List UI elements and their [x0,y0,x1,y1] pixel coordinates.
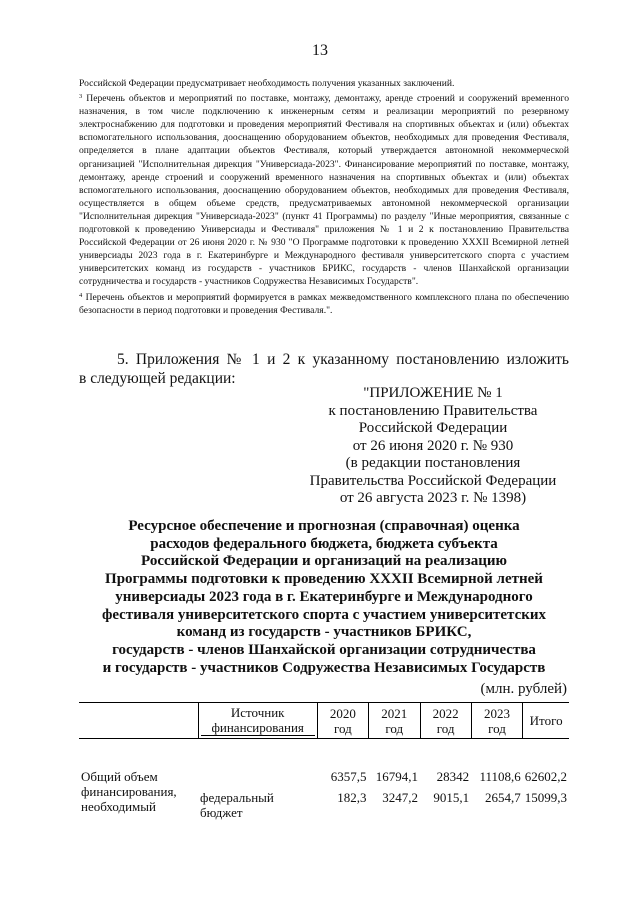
header-2023-year: 2023 [483,705,510,721]
value-total: 15099,3 [524,790,567,805]
header-2022-year: 2022 [432,705,459,721]
title-line-2: расходов федерального бюджета, бюджета субъекта [150,535,498,552]
value-2023: 2654,7 [485,790,521,805]
value-2021: 16794,1 [375,769,419,784]
appendix-title: "ПРИЛОЖЕНИЕ № 1 [363,385,503,401]
appendix-header [300,385,566,508]
table-spacer-row [79,739,569,770]
appendix-line-3: от 26 июня 2020 г. № 930 [352,437,514,454]
header-source-line-1: Источник [230,705,285,720]
value-2020: 6357,5 [330,769,367,784]
footnote-continuation: Российской Федерации предусматривает необходимость получения указанных заключений. [79,78,455,89]
title-line-9: и государств - участников Содружества Независимых Государств [102,659,546,676]
header-2021 [368,703,420,739]
title-line-1: Ресурсное обеспечение и прогнозная (справочная) оценка [128,518,520,534]
footnote-3-text: Перечень объектов и мероприятий по поставке, монтажу, демонтажу, аренде строений и сооружений временного назначения, в том числе подключению к инженерным сетям и реализации мероприятий по резервному электроснабжению для подготовки и проведения мероприятий Фестиваля на спортивных объектах и (или) объектах вспомогательного использования, дооснащению оборудованием объектов, необходимых для проведения Фестиваля, определяется в плане адаптации объектов Фестиваля, который утверждается автономной некоммерческой организацией "Исполнительная дирекция "Универсиада-2023". Финансирование мероприятий по поставке, монтажу, демонтажу, аренде строений и сооружений временного назначения на спортивных объектах и (или) объектах вспомогательного использования, дооснащению оборудованием объектов, необходимых для проведения Фестиваля, осуществляется в общем объеме средств, предусматриваемых автономной некоммерческой организации "Исполнительная дирекция "Универсиада-2023" (пункт 41 Программы) по разделу "Иные мероприятия, связанные с подготовкой к проведению Универсиады и Фестиваля" приложения № 1 и 2 к постановлению Правительства Российской Федерации от 26 июня 2020 г. № 930 "О Программе подготовки к проведению XXXII Всемирной летней универсиады 2023 года в г. Екатеринбурге и Международного фестиваля университетского спорта с участием университетских команд из государств - участников БРИКС, государств - членов Шанхайской организации сотрудничества и государств - участников Содружества Независимых Государств". [79,93,569,288]
footnote-4-text: Перечень объектов и мероприятий формируется в рамках межведомственного комплексного плана по обеспечению безопасности в период подготовки и проведения Фестиваля. [79,291,569,316]
footnote-4 [79,289,569,317]
header-2020-label: год [334,720,352,736]
footnotes [79,77,569,317]
header-2021-year: 2021 [381,705,408,721]
row-source-line-2: бюджет [200,805,243,820]
header-2020 [317,703,368,739]
value-2022: 28342 [436,769,470,784]
header-source [198,703,317,739]
value-total: 62602,2 [524,769,567,784]
value-2023: 11108,6 [479,769,521,784]
item5-line2: в следующей редакции: [79,370,236,387]
page-number: 13 [312,42,328,59]
header-2022-label: год [436,720,455,736]
header-source-line-2: финансирования [201,720,315,736]
appendix-line-1: к постановлению Правительства [328,402,538,419]
title-line-3: Российской Федерации и организаций на реализацию [141,553,507,570]
row-source-line-1: федеральный [200,790,274,805]
unit-label: (млн. рублей) [480,681,567,697]
row-name-line-2: финансирования, [81,784,177,799]
header-2023 [471,703,523,739]
appendix-line-4: (в редакции постановления [345,455,521,471]
header-2022 [420,703,471,739]
footnote-4-mark: 4 [79,291,83,299]
header-total: Итого [523,703,569,739]
header-2021-label: год [385,720,404,736]
quote-close: ". [326,304,333,316]
item5-line1: 5. Приложения № 1 и 2 к указанному постановлению изложить [117,351,569,368]
row-source-cell [198,784,317,820]
row-name-line-3: необходимый [81,799,156,814]
title-line-6: фестиваля университетского спорта с участием университетских [101,606,547,623]
row-name-cell [79,769,198,820]
footnote-3 [79,90,569,288]
title-line-5: универсиады 2023 года в г. Екатеринбурге и Международного [115,588,533,605]
header-2020-year: 2020 [329,705,356,721]
appendix-line-2: Российской Федерации [358,420,508,436]
title-line-8: государств - членов Шанхайской организации сотрудничества [112,641,536,658]
title-line-4: Программы подготовки к проведению XXXII Всемирной летней [105,571,543,588]
appendix-line-6: от 26 августа 2023 г. № 1398) [339,490,527,506]
table-row [79,769,569,784]
amendment-item-5 [79,350,569,388]
funding-table [79,702,569,820]
table-header-row [79,703,569,739]
row-name-line-1: Общий объем [81,769,158,784]
document-title [79,518,569,677]
value-2022: 9015,1 [433,790,470,805]
row-source-cell [198,769,317,784]
value-2021: 3247,2 [382,790,419,805]
appendix-line-5: Правительства Российской Федерации [309,472,557,489]
footnote-3-mark: 3 [79,93,83,101]
header-name [79,703,198,739]
title-line-7: команд из государств - участников БРИКС, [176,624,472,641]
value-2020: 182,3 [337,790,367,805]
header-2023-label: год [488,720,506,736]
